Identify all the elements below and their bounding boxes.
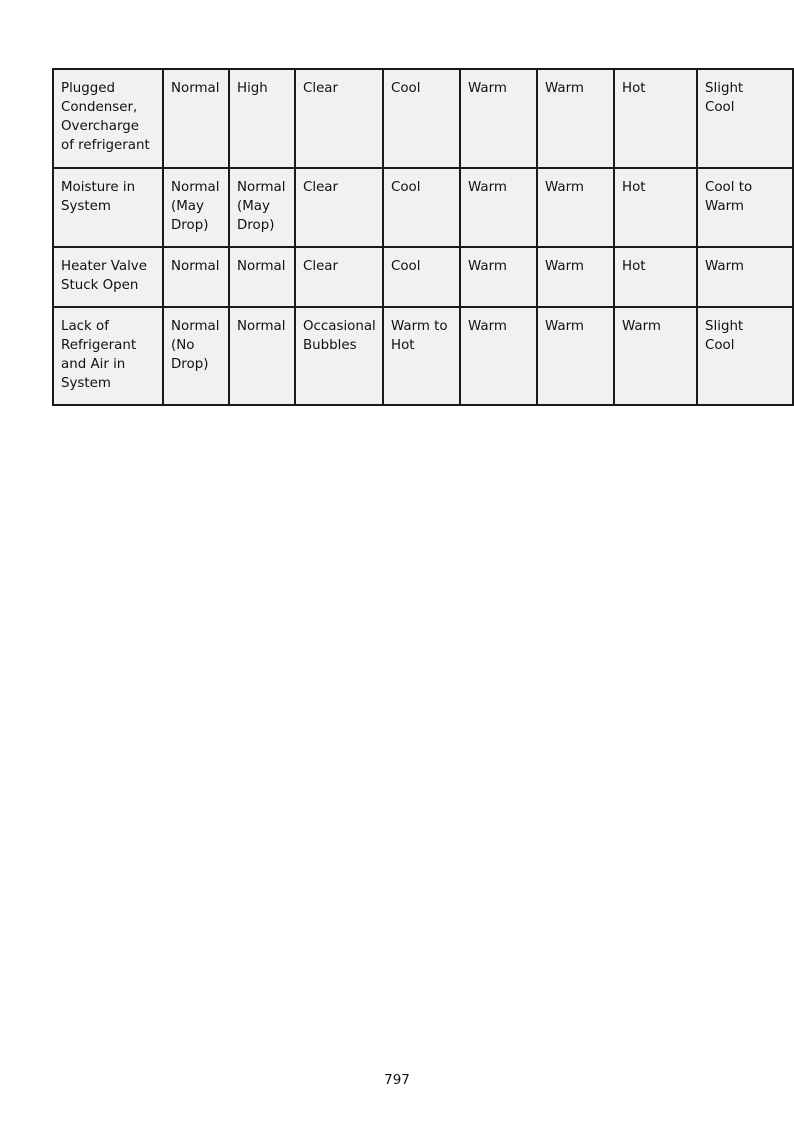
table-cell: Hot (614, 168, 697, 247)
table-cell: Normal (No Drop) (163, 307, 229, 405)
table-cell: Normal (May Drop) (163, 168, 229, 247)
table-cell: Warm (460, 307, 537, 405)
table-cell: Warm (460, 69, 537, 168)
table-row (53, 307, 793, 405)
table-cell: Clear (295, 247, 383, 307)
table-row (53, 247, 793, 307)
table-cell: Cool (383, 247, 460, 307)
table-cell: Clear (295, 168, 383, 247)
table-cell: Normal (May Drop) (229, 168, 295, 247)
cell-text: Slight Cool (705, 81, 744, 115)
cell-text: Warm (705, 259, 744, 274)
cell-text: Cool to Warm (705, 180, 753, 214)
table-cell: Cool (383, 69, 460, 168)
table-cell: Cool (383, 168, 460, 247)
table-cell: Warm (537, 69, 614, 168)
table-cell: Normal (229, 307, 295, 405)
condition-cell: Heater Valve Stuck Open (53, 247, 163, 307)
page-number: 797 (384, 1072, 410, 1088)
table-row (53, 69, 793, 168)
table-cell: Warm (537, 168, 614, 247)
table-cell: Warm (537, 307, 614, 405)
table-cell: Warm (460, 247, 537, 307)
condition-cell: Plugged Condenser, Overcharge of refrigerant (53, 69, 163, 168)
table-cell: Warm (460, 168, 537, 247)
table-cell: Warm (537, 247, 614, 307)
table-cell: Warm (614, 307, 697, 405)
table-cell: Occasional Bubbles (295, 307, 383, 405)
table-cell: Hot (614, 247, 697, 307)
table-cell (697, 168, 793, 247)
table-cell: Normal (163, 247, 229, 307)
table-cell: Clear (295, 69, 383, 168)
table-cell (697, 307, 793, 405)
table-cell: Normal (229, 247, 295, 307)
cell-text: Slight Cool (705, 319, 744, 353)
condition-cell: Moisture in System (53, 168, 163, 247)
table-cell (697, 69, 793, 168)
table-row (53, 168, 793, 247)
table-cell (697, 247, 793, 307)
diagnosis-table-container (52, 68, 753, 406)
diagnosis-table (52, 68, 794, 406)
table-cell: High (229, 69, 295, 168)
table-cell: Normal (163, 69, 229, 168)
condition-cell: Lack of Refrigerant and Air in System (53, 307, 163, 405)
table-cell: Hot (614, 69, 697, 168)
table-cell: Warm to Hot (383, 307, 460, 405)
